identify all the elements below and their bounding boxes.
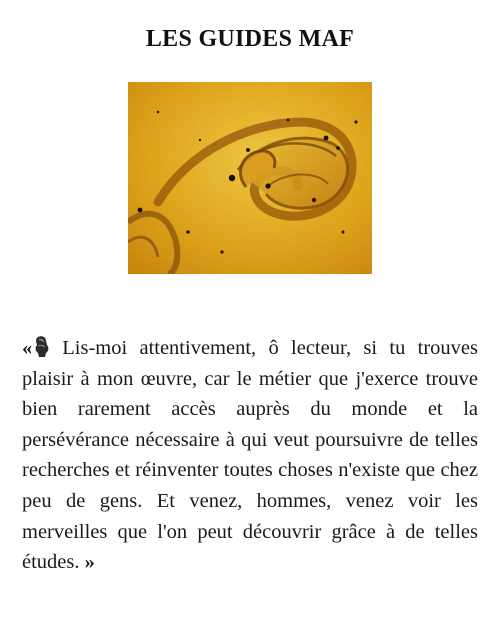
hand-icon <box>34 335 50 357</box>
page-title: LES GUIDES MAF <box>145 26 355 52</box>
engraving-illustration <box>128 82 372 274</box>
close-quote-mark: » <box>84 551 95 574</box>
quote-paragraph <box>22 333 478 578</box>
quote-text: Lis-moi attentivement, ô lecteur, si tu trouves plaisir à mon œuvre, car le métier que j'exerce trouve bien rarement accès auprès du monde et la persévérance nécessaire à qui veut poursuivre de telles recherches et réinventer toutes choses n'existe que chez peu de gens. Et venez, hommes, venez voir les merveilles que l'on peut découvrir grâce à de telles études. <box>22 337 478 574</box>
golden-engraving-image <box>128 82 372 274</box>
open-quote-mark: « <box>22 337 33 359</box>
